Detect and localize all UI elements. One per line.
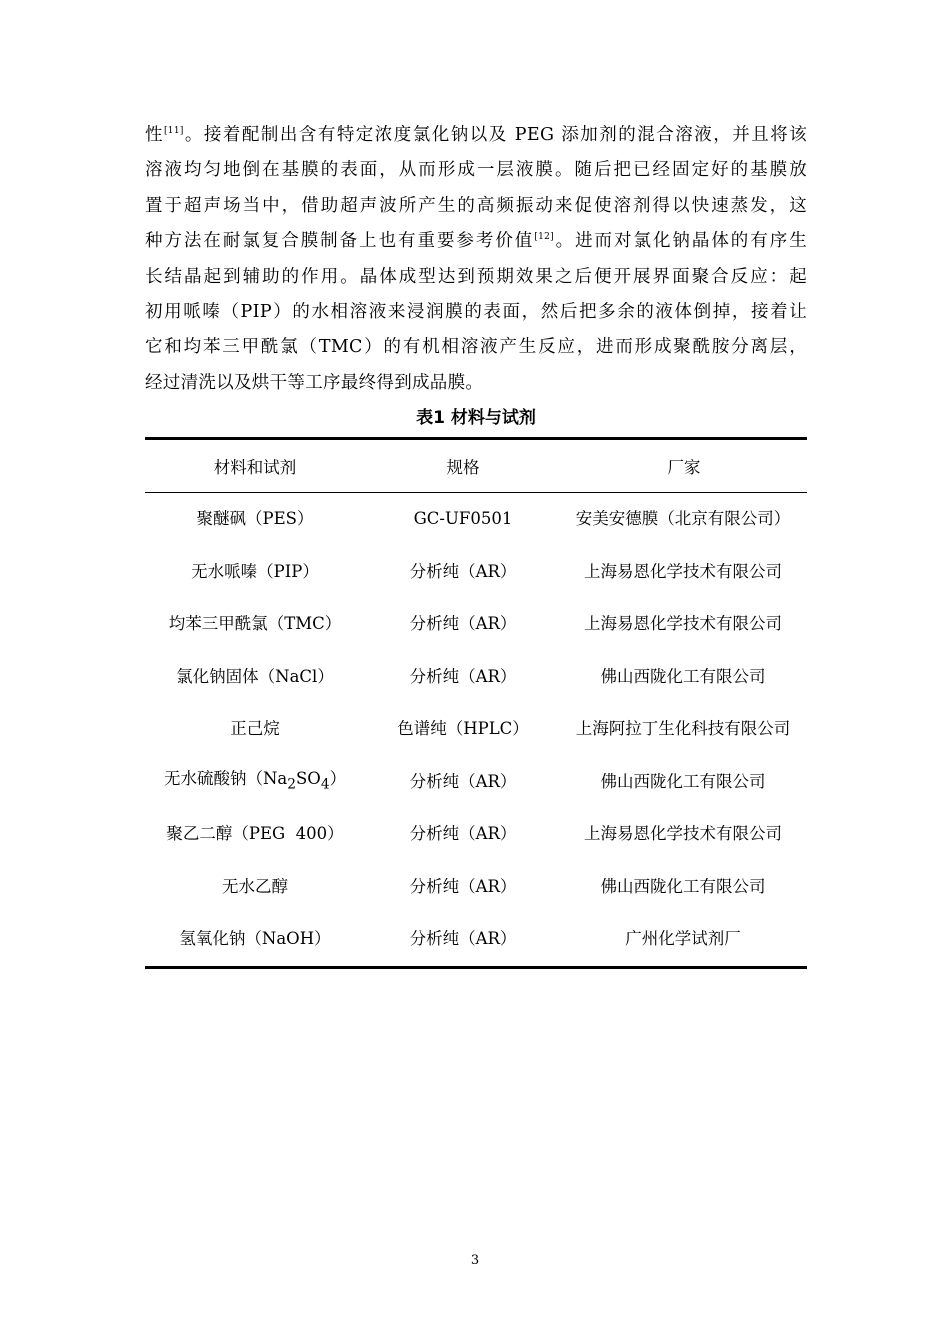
table-row [145,546,807,599]
table-row [145,808,807,861]
table-header-row [145,439,807,493]
maker-cell: 上海易恩化学技术有限公司 [584,614,782,634]
maker-cell: 上海阿拉丁生化科技有限公司 [575,719,791,739]
material-cell [145,756,365,809]
materials-table [145,437,807,969]
paragraph-line: 溶液均匀地倒在基膜的表面，从而形成一层液膜。随后把已经固定好的基膜放 [145,160,807,181]
line-text: 种方法在耐氯复合膜制备上也有重要参考价值 [145,231,535,252]
paragraph-line: 初用哌嗪（PIP）的水相溶液来浸润膜的表面，然后把多余的液体倒掉，接着让 [145,302,807,323]
table-row [145,598,807,651]
subscript: 4 [320,776,330,793]
material-cell: 无水乙醇 [222,876,288,896]
material-cell: 均苯三甲酰氯（TMC） [168,614,342,634]
table-caption: 表1 材料与试剂 [416,408,536,428]
page-number: 3 [470,1253,480,1268]
table-row [145,756,807,809]
material-text: 无水硫酸钠（Na [163,769,288,789]
material-cell: 氢氧化钠（NaOH） [179,929,331,949]
paragraph-line: 它和均苯三甲酰氯（TMC）的有机相溶液产生反应，进而形成聚酰胺分离层， [145,337,807,358]
material-cell: 聚乙二醇（PEG 400） [166,824,344,844]
material-text: SO [295,769,321,789]
table-row [145,703,807,756]
citation-marker: [11] [164,126,184,137]
material-cell: 氯化钠固体（NaCl） [176,666,334,686]
spec-cell: GC-UF0501 [413,509,513,529]
spec-cell: 分析纯（AR） [409,929,517,949]
materials-table-container [145,437,807,969]
paragraph-line [145,224,807,259]
maker-cell: 上海易恩化学技术有限公司 [584,824,782,844]
spec-cell: 分析纯（AR） [409,614,517,634]
paragraph-line [145,118,807,153]
table-row [145,861,807,914]
table-row [145,493,807,546]
maker-cell: 安美安德膜（北京有限公司） [575,509,791,529]
spec-cell: 分析纯（AR） [409,771,517,791]
table-row [145,913,807,967]
subscript: 2 [287,776,296,793]
maker-cell: 上海易恩化学技术有限公司 [584,561,782,581]
spec-cell: 分析纯（AR） [409,561,517,581]
maker-cell: 佛山西陇化工有限公司 [600,771,766,791]
spec-cell: 色谱纯（HPLC） [397,719,529,739]
line-text: 。接着配制出含有特定浓度氯化钠以及 PEG 添加剂的混合溶液，并且将该 [183,125,807,145]
spec-cell: 分析纯（AR） [409,876,517,896]
material-cell: 正己烷 [230,719,280,739]
maker-cell: 佛山西陇化工有限公司 [600,666,766,686]
citation-marker: [12] [534,232,554,243]
material-text: ） [329,769,347,789]
header-spec: 规格 [446,458,480,477]
material-cell: 聚醚砜（PES） [196,509,314,529]
spec-cell: 分析纯（AR） [409,666,517,686]
body-paragraph [145,118,807,401]
line-text: 。进而对氯化钠晶体的有序生 [553,231,807,252]
paragraph-line: 置于超声场当中，借助超声波所产生的高频振动来促使溶剂得以快速蒸发，这 [145,195,807,216]
spec-cell: 分析纯（AR） [409,824,517,844]
line-text: 性 [145,125,164,145]
paragraph-line: 经过清洗以及烘干等工序最终得到成品膜。 [145,372,484,393]
maker-cell: 佛山西陇化工有限公司 [600,876,766,896]
material-cell: 无水哌嗪（PIP） [191,561,319,581]
maker-cell: 广州化学试剂厂 [625,929,741,949]
paragraph-line: 长结晶起到辅助的作用。晶体成型达到预期效果之后便开展界面聚合反应：起 [145,266,807,287]
header-material: 材料和试剂 [213,458,297,477]
header-maker: 厂家 [667,458,701,477]
table-row [145,651,807,704]
